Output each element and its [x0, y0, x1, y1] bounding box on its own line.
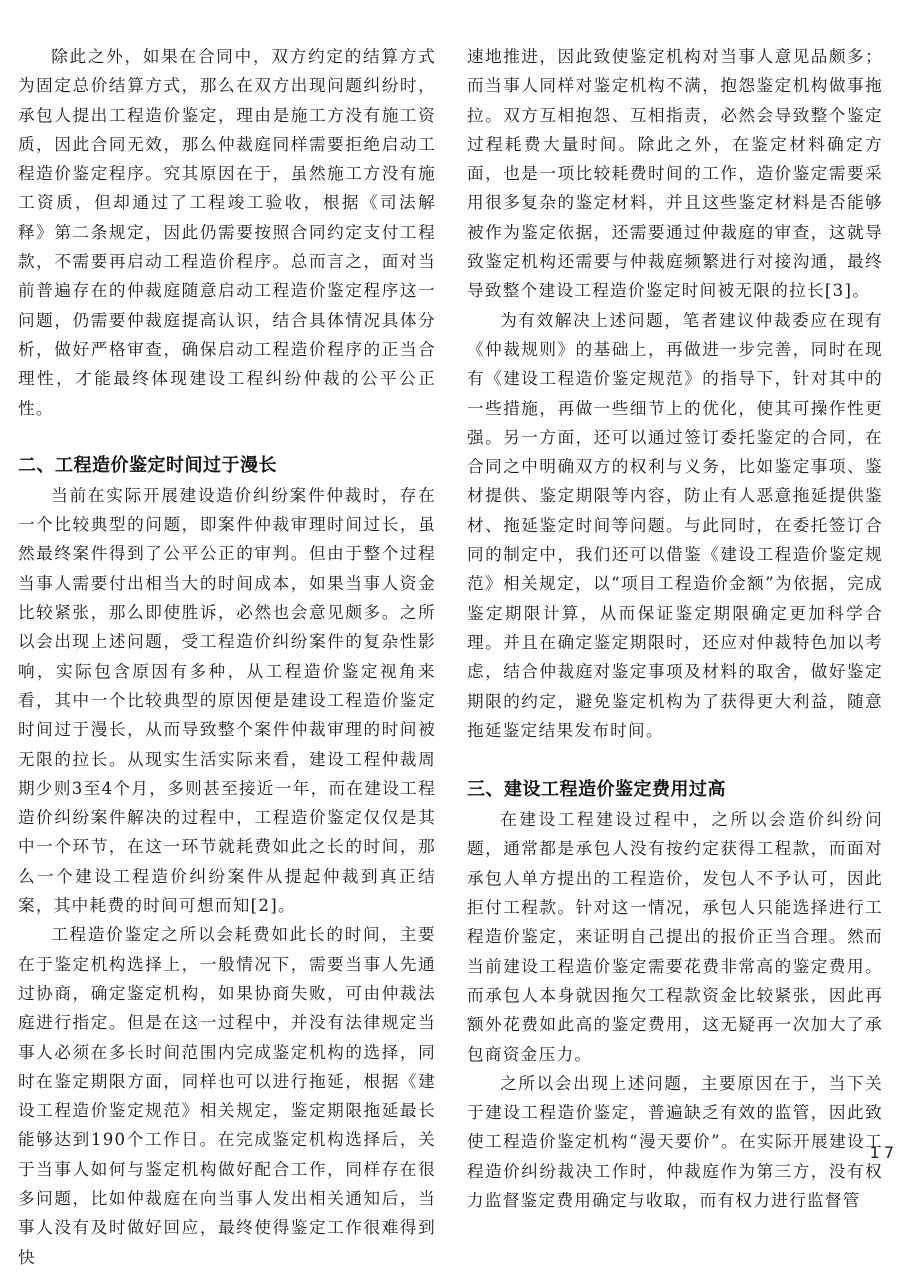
paragraph-intro: 除此之外，如果在合同中，双方约定的结算方式为固定总价结算方式，那么在双方出现问题纠纷时，承包人提出工程造价鉴定，理由是施工方没有施工资质，因此合同无效，那么仲裁庭同样需要拒绝启动工程造价鉴定程序。究其原因在于，虽然施工方没有施工资质，但却通过了工程竣工验收，根据《司法解释》第二条规定，因此仍需要按照合同约定支付工程款，不需要再启动工程造价程序。总而言之，面对当前普遍存在的仲裁庭随意启动工程造价鉴定程序这一问题，仍需要仲裁庭提高认识，结合具体情况具体分析，做好严格审查，确保启动工程造价程序的正当合理性，才能最终体现建设工程纠纷仲裁的公平公正性。 — [18, 47, 436, 418]
left-column — [18, 42, 436, 1272]
paragraph-time-2: 工程造价鉴定之所以会耗费如此长的时间，主要在于鉴定机构选择上，一般情况下，需要当事人先通过协商，确定鉴定机构，如果协商失败，可由仲裁法庭进行指定。但是在这一过程中，并没有法律规定当事人必须在多长时间范围内完成鉴定机构的选择，同时在鉴定期限方面，同样也可以进行拖延，根据《建设工程造价鉴定规范》相关规定，鉴定期限拖延最长能够达到190个工作日。在完成鉴定机构选择后，关于当事人如何与鉴定机构做好配合工作，同样存在很多问题，比如仲裁庭在向当事人发出相关通知后，当事人没有及时做好回应，最终使得鉴定工作很难得到快 — [18, 925, 436, 1267]
paragraph-continuation: 速地推进，因此致使鉴定机构对当事人意见品颇多；而当事人同样对鉴定机构不满，抱怨鉴定机构做事拖拉。双方互相抱怨、互相指责，必然会导致整个鉴定过程耗费大量时间。除此之外，在鉴定材料确定方面，也是一项比较耗费时间的工作，造价鉴定需要采用很多复杂的鉴定材料，并且这些鉴定材料是否能够被作为鉴定依据，还需要通过仲裁庭的审查，这就导致鉴定机构还需要与仲裁庭频繁进行对接沟通，最终导致整个建设工程造价鉴定时间被无限的拉长[3]。 — [467, 47, 883, 301]
right-column — [467, 42, 883, 1215]
paragraph-cost-1: 在建设工程建设过程中，之所以会造价纠纷问题，通常都是承包人没有按约定获得工程款，而面对承包人单方提出的工程造价，发包人不予认可，因此拒付工程款。针对这一情况，承包人只能选择进行工程造价鉴定，来证明自己提出的报价正当合理。然而当前建设工程造价鉴定需要花费非常高的鉴定费用。而承包人本身就因拖欠工程款资金比较紧张，因此再额外花费如此高的鉴定费用，这无疑再一次加大了承包商资金压力。 — [467, 810, 883, 1064]
page-number: 17 — [869, 1143, 898, 1162]
paragraph-time-1: 当前在实际开展建设造价纠纷案件仲裁时，存在一个比较典型的问题，即案件仲裁审理时间过长，虽然最终案件得到了公平公正的审判。但由于整个过程当事人需要付出相当大的时间成本，如果当事人资金比较紧张，那么即使胜诉，必然也会意见颇多。之所以会出现上述问题，受工程造价纠纷案件的复杂性影响，实际包含原因有多种，从工程造价鉴定视角来看，其中一个比较典型的原因便是建设工程造价鉴定时间过于漫长，从而导致整个案件仲裁审理的时间被无限的拉长。从现实生活实际来看，建设工程仲裁周期少则3至4个月，多则甚至接近一年，而在建设工程造价纠纷案件解决的过程中，工程造价鉴定仅仅是其中一个环节，在这一环节就耗费如此之长的时间，那么一个建设工程造价纠纷案件从提起仲裁到真正结案，其中耗费的时间可想而知[2]。 — [18, 485, 436, 916]
section-heading-3: 三、建设工程造价鉴定费用过高 — [467, 779, 726, 801]
section-heading-2: 二、工程造价鉴定时间过于漫长 — [18, 454, 277, 476]
paragraph-cost-2: 之所以会出现上述问题，主要原因在于，当下关于建设工程造价鉴定，普遍缺乏有效的监管，因此致使工程造价鉴定机构“漫天要价”。在实际开展建设工程造价纠纷裁决工作时，仲裁庭作为第三方，没有权力监督鉴定费用确定与收取，而有权力进行监督管 — [467, 1073, 883, 1210]
paragraph-solution: 为有效解决上述问题，笔者建议仲裁委应在现有《仲裁规则》的基础上，再做进一步完善，同时在现有《建设工程造价鉴定规范》的指导下，针对其中的一些措施，再做一些细节上的优化，使其可操作性更强。另一方面，还可以通过签订委托鉴定的合同，在合同之中明确双方的权利与义务，比如鉴定事项、鉴材提供、鉴定期限等内容，防止有人恶意拖延提供鉴材、拖延鉴定时间等问题。与此同时，在委托签订合同的制定中，我们还可以借鉴《建设工程造价鉴定规范》相关规定，以“项目工程造价金额”为依据，完成鉴定期限计算，从而保证鉴定期限确定更加科学合理。并且在确定鉴定期限时，还应对仲裁特色加以考虑，结合仲裁庭对鉴定事项及材料的取舍，做好鉴定期限的约定，避免鉴定机构为了获得更大利益，随意拖延鉴定结果发布时间。 — [467, 310, 883, 740]
